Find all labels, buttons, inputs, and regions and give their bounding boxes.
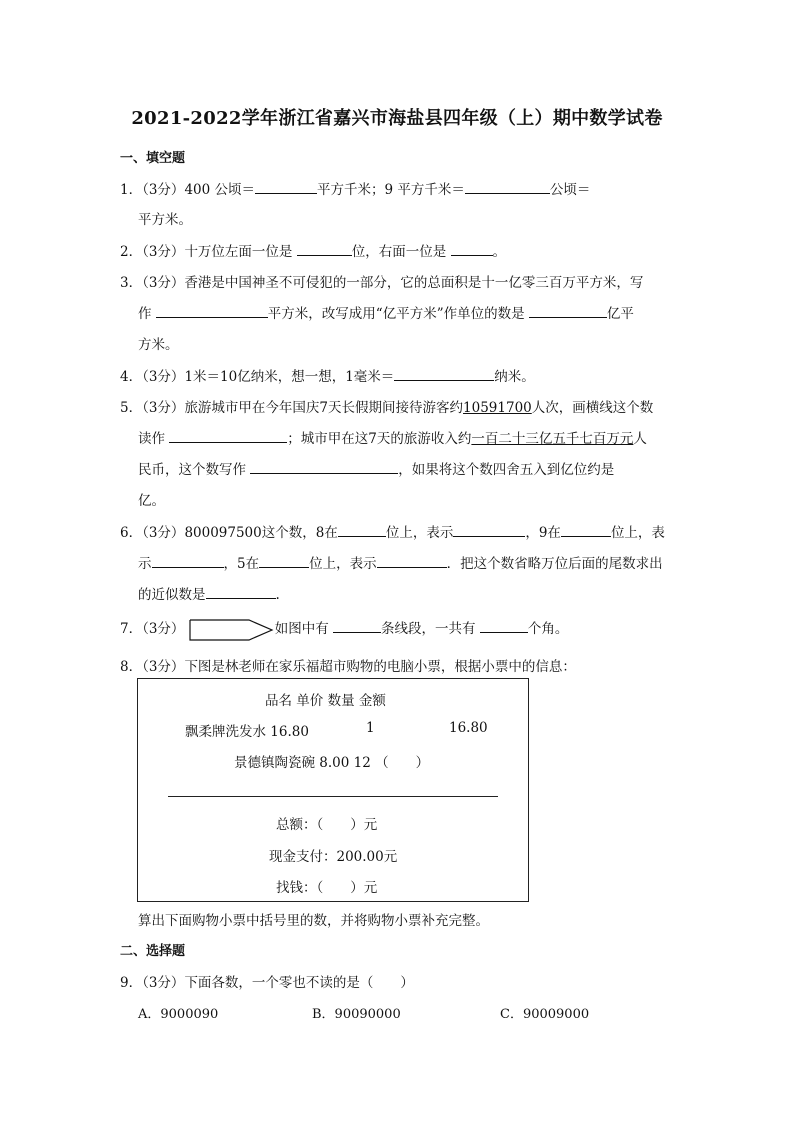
q7-number: 7．（3分） bbox=[120, 621, 185, 637]
receipt-item-bowl: 景德镇陶瓷碗 8.00 12 （ ） bbox=[234, 755, 430, 771]
section-choice: 二、选择题 bbox=[120, 944, 186, 959]
q7-blank-1[interactable] bbox=[333, 618, 381, 633]
q9-number: 9．（3分） bbox=[120, 975, 185, 991]
receipt-item-shampoo: 飘柔牌洗发水 16.80 bbox=[185, 724, 309, 740]
receipt-item-shampoo-qty: 1 bbox=[366, 720, 375, 736]
q1-blank-2[interactable] bbox=[465, 179, 550, 194]
q6-text-g: 位上，表示 bbox=[309, 556, 377, 572]
question-5 bbox=[120, 396, 653, 416]
q6-blank-5[interactable] bbox=[259, 553, 309, 568]
receipt-header: 品名 单价 数量 金额 bbox=[265, 693, 386, 709]
q9-text-a: 下面各数，一个零也不读的是（ ） bbox=[184, 975, 414, 991]
q2-text-a: 十万位左面一位是 bbox=[184, 244, 297, 260]
q2-text-b: 位，右面一位是 bbox=[351, 244, 451, 260]
q6-text-j: . bbox=[275, 587, 280, 603]
q7-text-a: 如图中有 bbox=[274, 621, 334, 637]
q5-underlined-words: 一百二十三亿五千七百万元 bbox=[471, 431, 634, 447]
q6-blank-6[interactable] bbox=[377, 553, 447, 568]
q6-text-b: 位上，表示 bbox=[385, 525, 454, 541]
receipt-item-shampoo-amount: 16.80 bbox=[449, 720, 488, 736]
q6-text-d: 位上，表 bbox=[610, 525, 665, 541]
q6-blank-1[interactable] bbox=[338, 522, 386, 537]
question-1-cont bbox=[138, 208, 192, 228]
question-6-cont2 bbox=[138, 583, 280, 603]
q2-number: 2．（3分） bbox=[120, 244, 185, 260]
section-fill-blank: 一、填空题 bbox=[120, 151, 186, 166]
q6-text-c: ，9在 bbox=[525, 525, 561, 541]
question-5-cont bbox=[138, 427, 647, 447]
pentagon-figure bbox=[189, 619, 275, 641]
q3-blank-2[interactable] bbox=[529, 303, 607, 318]
question-3-cont2 bbox=[138, 333, 179, 353]
q9-option-a[interactable]: A．9000090 bbox=[138, 1007, 219, 1022]
q5-text-f: 民币，这个数写作 bbox=[138, 462, 251, 478]
q6-text-f: ，5在 bbox=[223, 556, 260, 572]
q7-text-b: 条线段，一共有 bbox=[381, 621, 480, 637]
q5-underlined-number: 10591700 bbox=[463, 400, 532, 416]
question-3-cont bbox=[138, 302, 634, 322]
q1-number: 1．（3分） bbox=[120, 182, 185, 198]
q5-text-c: 读作 bbox=[138, 431, 170, 447]
question-6-cont bbox=[138, 552, 663, 572]
question-1 bbox=[120, 178, 590, 198]
q5-blank-1[interactable] bbox=[169, 428, 287, 443]
q6-blank-7[interactable] bbox=[206, 584, 276, 599]
question-8-instruction: 算出下面购物小票中括号里的数，并将购物小票补充完整。 bbox=[138, 913, 489, 929]
q3-blank-1[interactable] bbox=[156, 303, 268, 318]
q6-text-a: 800097500这个数，8在 bbox=[184, 525, 338, 541]
q6-text-h: ．把这个数省略万位后面的尾数求出 bbox=[446, 556, 663, 572]
q5-text-h: 亿。 bbox=[138, 493, 165, 509]
receipt-total: 总额：（ ）元 bbox=[276, 817, 378, 833]
q3-text-b: 作 bbox=[138, 306, 156, 322]
q5-number: 5．（3分） bbox=[120, 400, 185, 416]
q6-blank-2[interactable] bbox=[453, 522, 525, 537]
q4-number: 4．（3分） bbox=[120, 369, 185, 385]
q4-text-a: 1米＝10亿纳米，想一想，1毫米＝ bbox=[184, 369, 395, 385]
receipt-change: 找钱：（ ）元 bbox=[276, 880, 378, 896]
question-3 bbox=[120, 271, 643, 291]
q1-text-b: 平方千米；9 平方千米＝ bbox=[317, 182, 465, 198]
q5-text-b: 人次，画横线这个数 bbox=[531, 400, 654, 416]
q5-text-e: 人 bbox=[633, 431, 647, 447]
page-title: 2021-2022学年浙江省嘉兴市海盐县四年级（上）期中数学试卷 bbox=[131, 108, 663, 129]
receipt-cash: 现金支付：200.00元 bbox=[269, 849, 398, 865]
question-4 bbox=[120, 365, 535, 385]
q2-blank-2[interactable] bbox=[451, 241, 493, 256]
q7-blank-2[interactable] bbox=[480, 618, 528, 633]
receipt-box bbox=[137, 678, 529, 902]
q3-text-e: 方米。 bbox=[138, 337, 179, 353]
question-6 bbox=[120, 521, 665, 541]
q3-text-d: 亿平 bbox=[606, 306, 634, 322]
q1-blank-1[interactable] bbox=[255, 179, 317, 194]
q2-text-c: 。 bbox=[492, 244, 507, 260]
q5-text-a: 旅游城市甲在今年国庆7天长假期间接待游客约 bbox=[184, 400, 464, 416]
q1-text-a: 400 公顷＝ bbox=[184, 182, 255, 198]
question-5-cont2 bbox=[138, 458, 614, 478]
q9-option-b[interactable]: B．90090000 bbox=[312, 1007, 401, 1022]
q1-text-d: 平方米。 bbox=[138, 212, 192, 228]
q6-blank-4[interactable] bbox=[152, 553, 224, 568]
q7-text-c: 个角。 bbox=[527, 621, 569, 637]
question-9 bbox=[120, 971, 414, 991]
q8-number: 8．（3分） bbox=[120, 659, 185, 675]
q9-option-c[interactable]: C．90009000 bbox=[500, 1007, 590, 1022]
q5-text-d: ；城市甲在这7天的旅游收入约 bbox=[287, 431, 472, 447]
q1-text-c: 公顷＝ bbox=[549, 182, 591, 198]
q8-text-a: 下图是林老师在家乐福超市购物的电脑小票，根据小票中的信息： bbox=[184, 659, 576, 675]
q5-blank-2[interactable] bbox=[250, 459, 398, 474]
q6-text-e: 示 bbox=[138, 556, 152, 572]
q4-text-b: 纳米。 bbox=[494, 369, 535, 385]
question-7 bbox=[120, 617, 568, 641]
q6-text-i: 的近似数是 bbox=[138, 587, 206, 603]
q6-blank-3[interactable] bbox=[561, 522, 611, 537]
q4-blank-1[interactable] bbox=[394, 366, 494, 381]
q2-blank-1[interactable] bbox=[297, 241, 352, 256]
q6-number: 6．（3分） bbox=[120, 525, 185, 541]
receipt-divider bbox=[168, 796, 498, 797]
question-5-cont3 bbox=[138, 489, 165, 509]
question-8 bbox=[120, 655, 576, 675]
q3-text-a: 香港是中国神圣不可侵犯的一部分，它的总面积是十一亿零三百万平方米，写 bbox=[184, 275, 644, 291]
q3-text-c: 平方米，改写成用“亿平方米”作单位的数是 bbox=[267, 306, 529, 322]
question-2 bbox=[120, 240, 506, 260]
q5-text-g: ，如果将这个数四舍五入到亿位约是 bbox=[398, 462, 615, 478]
q3-number: 3．（3分） bbox=[120, 275, 185, 291]
